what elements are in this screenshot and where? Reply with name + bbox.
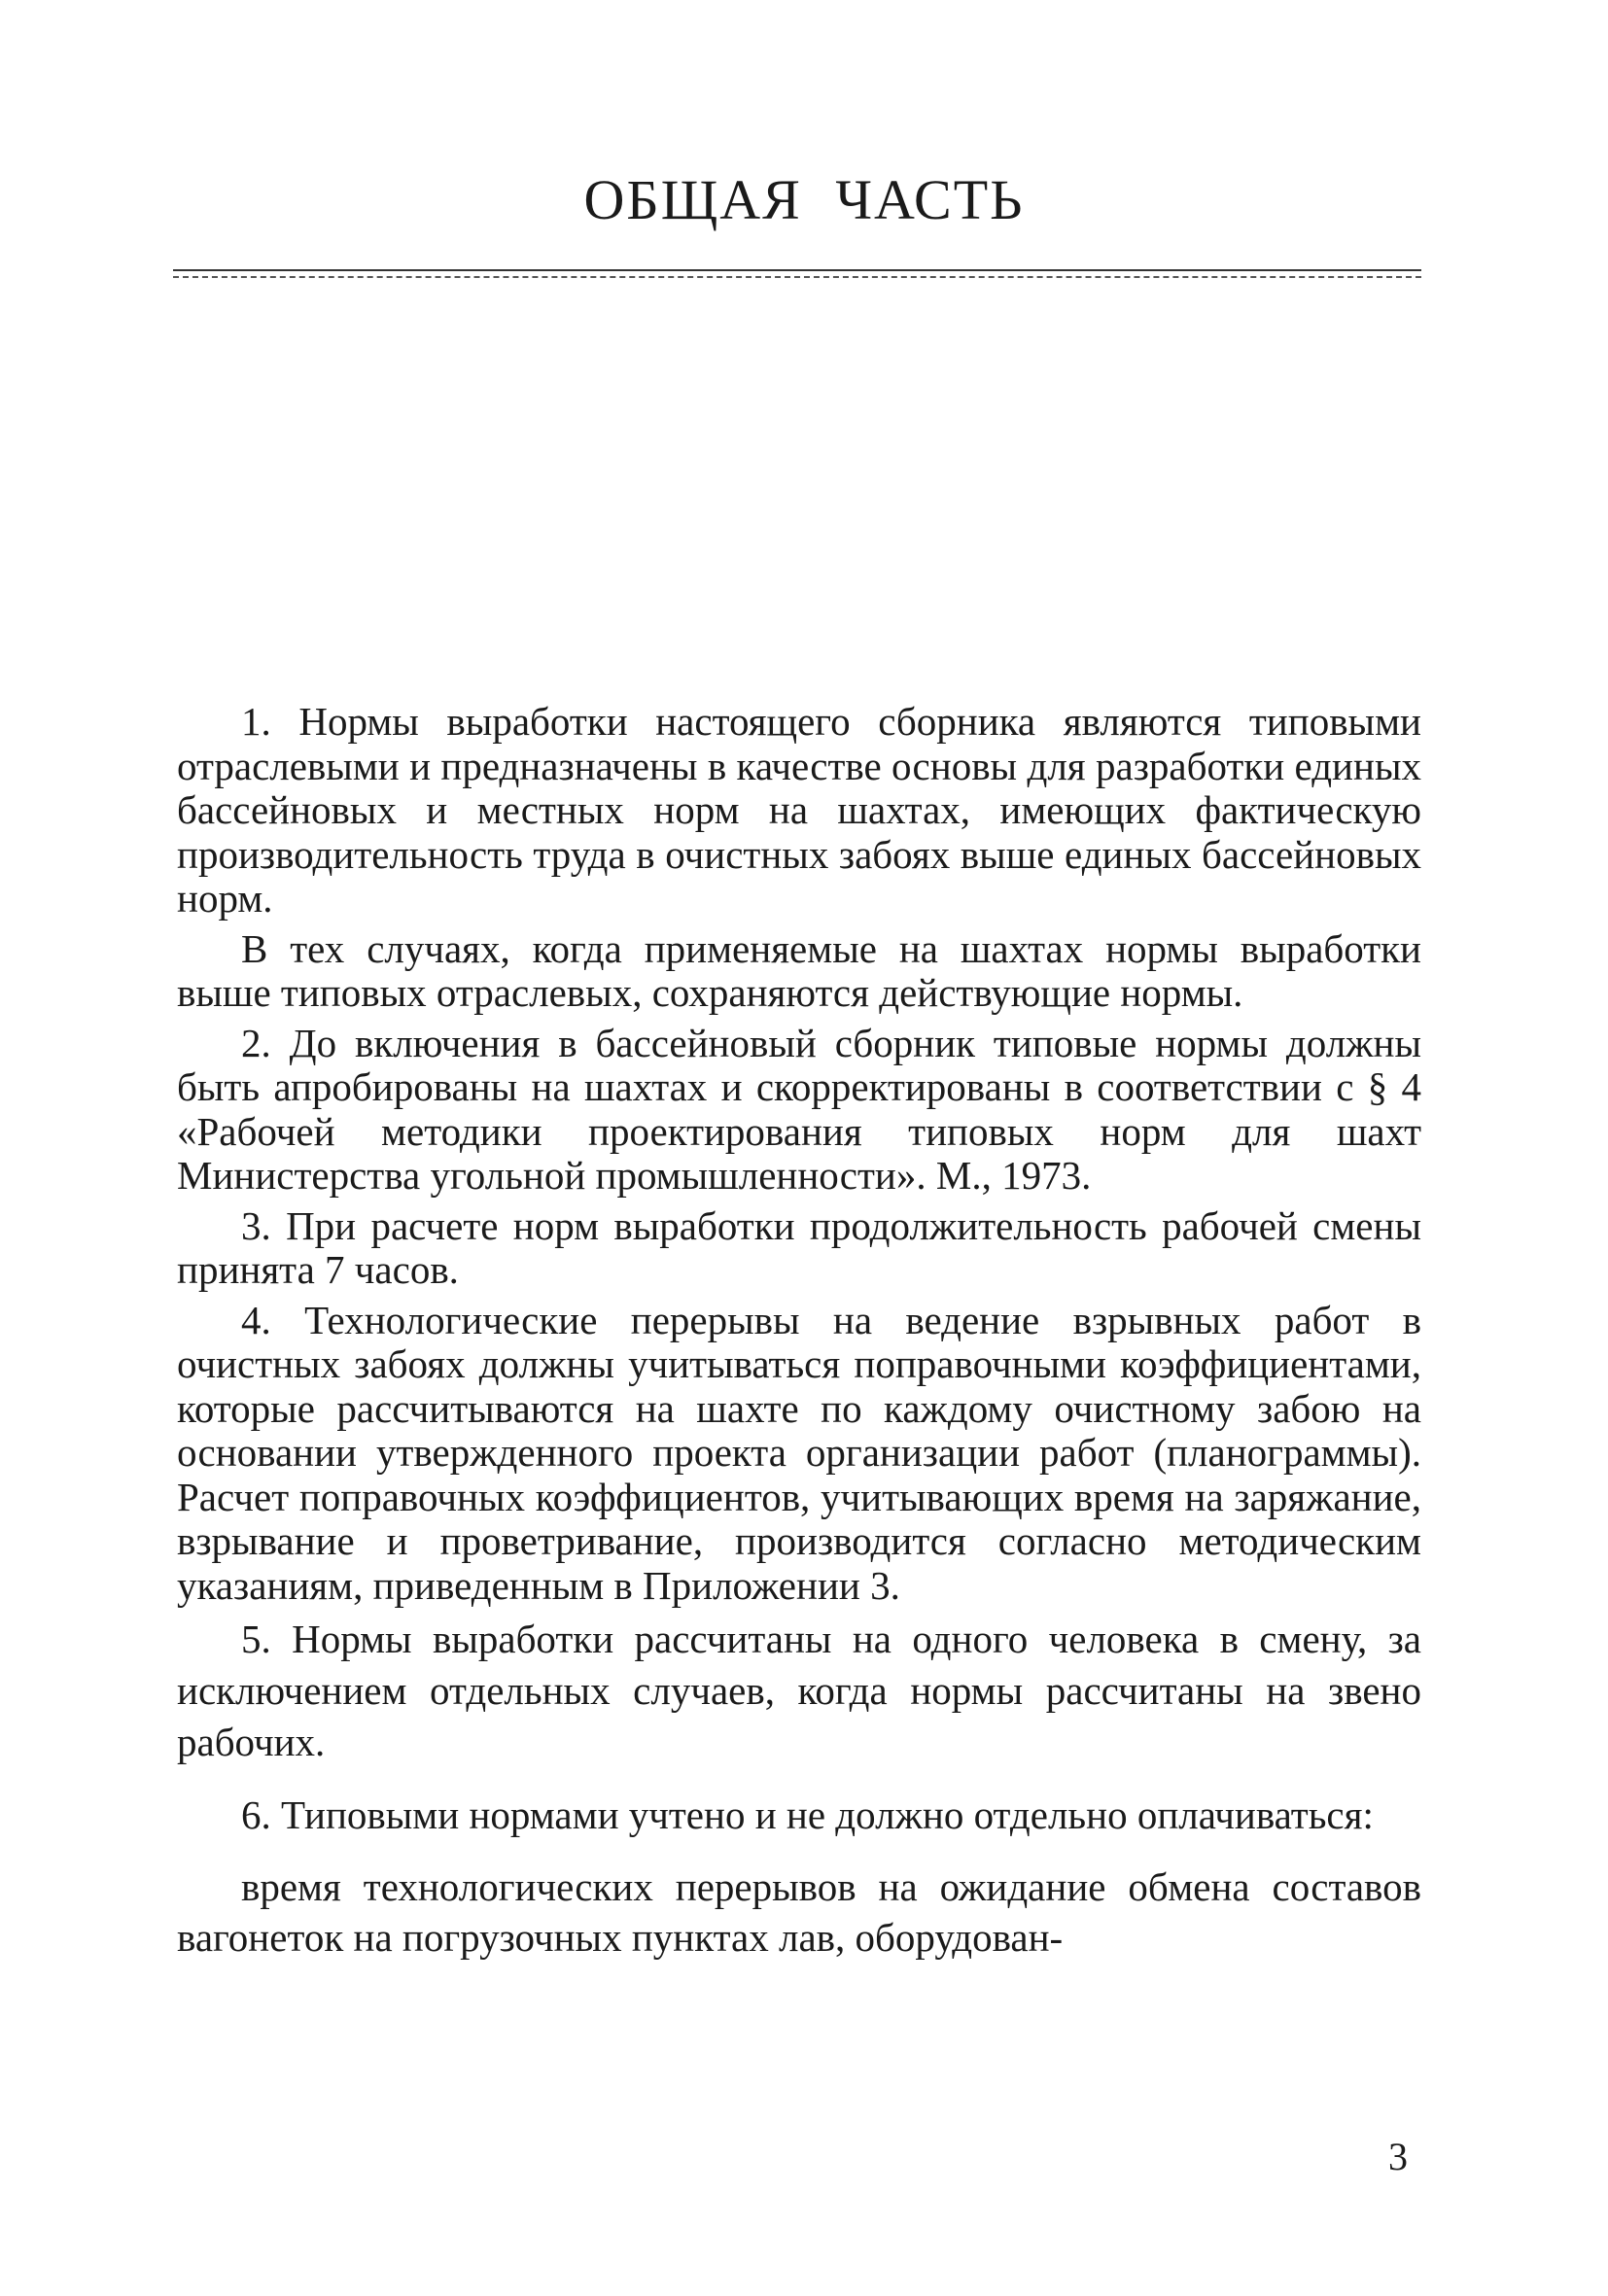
paragraph-1: 1. Нормы выработки настоящего сборника являются типовыми отраслевыми и предназначены в качестве основы для разработки единых бассейновых и местных норм на шахтах, имеющих фактическую производительность труда в очистных забоях выше единых бассейновых норм. xyxy=(177,699,1421,921)
paragraph-5: 5. Нормы выработки рассчитаны на одного человека в смену, за исключением отдельных случаев, когда нормы рассчитаны на звено рабочих. xyxy=(177,1617,1421,1764)
title-divider xyxy=(173,269,1421,271)
body-text xyxy=(177,700,1421,1963)
paragraph-2: 2. До включения в бассейновый сборник типовые нормы должны быть апробированы на шахтах и скорректированы в соответствии с § 4 «Рабочей методики проектирования типовых норм для шахт Министерства угольной промышленности». М., 1973. xyxy=(177,1020,1421,1198)
paragraph-6-item: время технологических перерывов на ожидание обмена составов вагонеток на погрузочных пунктах лав, оборудован- xyxy=(177,1864,1421,1960)
page-number: 3 xyxy=(1388,2135,1408,2178)
title-divider-secondary xyxy=(173,276,1421,278)
paragraph-6: 6. Типовыми нормами учтено и не должно отдельно оплачиваться: xyxy=(241,1792,1374,1837)
paragraph-3: 3. При расчете норм выработки продолжительность рабочей смены принята 7 часов. xyxy=(177,1202,1421,1292)
page-title: ОБЩАЯ ЧАСТЬ xyxy=(583,168,1025,231)
paragraph-1b: В тех случаях, когда применяемые на шахтах нормы выработки выше типовых отраслевых, сохраняются действующие нормы. xyxy=(177,925,1421,1015)
paragraph-4: 4. Технологические перерывы на ведение взрывных работ в очистных забоях должны учитываться поправочными коэффициентами, которые рассчитываются на шахте по каждому очистному забою на основании утвержденного проекта организации работ (планограммы). Расчет поправочных коэффициентов, учитывающих время на заряжание, взрывание и проветривание, производится согласно методическим указаниям, приведенным в Приложении 3. xyxy=(177,1297,1421,1608)
